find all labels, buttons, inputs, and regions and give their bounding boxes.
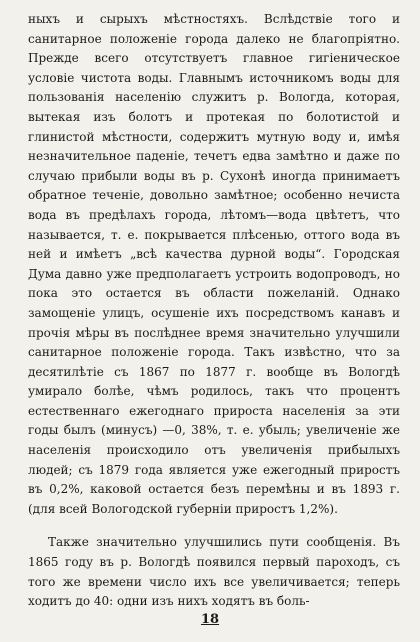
paragraph-2: Также значительно улучшились пути сообщенія. Въ 1865 году въ р. Вологдѣ появился первый пароходъ, съ того же времени число ихъ все увеличивается; теперь ходитъ до 40: одни изъ нихъ ходятъ въ боль- xyxy=(28,535,400,609)
page-text xyxy=(28,10,400,612)
page-number: 18 xyxy=(200,612,220,627)
paragraph-1: ныхъ и сырыхъ мѣстностяхъ. Вслѣдствіе того и санитарное положеніе города далеко не благопріятно. Прежде всего отсутствуетъ главное гигіеническое условіе чистота воды. Главнымъ источникомъ воды для пользованія населенію служитъ р. Вологда, которая, вытекая изъ болотъ и протекая по болотистой и глинистой мѣстности, содержитъ мутную воду и, имѣя незначительное паденіе, течетъ едва замѣтно и даже по случаю прибыли воды въ р. Сухонѣ иногда принимаетъ обратное теченіе, довольно замѣтное; особенно нечиста вода въ предѣлахъ города, лѣтомъ—вода цвѣтетъ, что называется, т. е. покрывается плѣсенью, оттого вода въ ней и имѣетъ „всѣ качества дурной воды“. Городская Дума давно уже предполагаетъ устроить водопроводъ, но пока это остается въ области пожеланій. Однако замощеніе улицъ, осушеніе ихъ посредствомъ канавъ и прочія мѣры въ послѣднее время значительно улучшили санитарное положеніе города. Такъ извѣстно, что за десятилѣтіе съ 1867 по 1877 г. вообще въ Вологдѣ умирало болѣе, чѣмъ родилось, такъ что процентъ естественнаго ежегоднаго прироста населенія за эти годы былъ (минусъ) —0, 38%, т. е. убыль; увеличеніе же населенія происходило отъ увеличенія прибылыхъ людей; съ 1879 года является уже ежегодный приростъ въ 0,2%, каковой остается безъ перемѣны и въ 1893 г. (для всей Вологодской губерніи приростъ 1,2%). xyxy=(28,12,400,516)
